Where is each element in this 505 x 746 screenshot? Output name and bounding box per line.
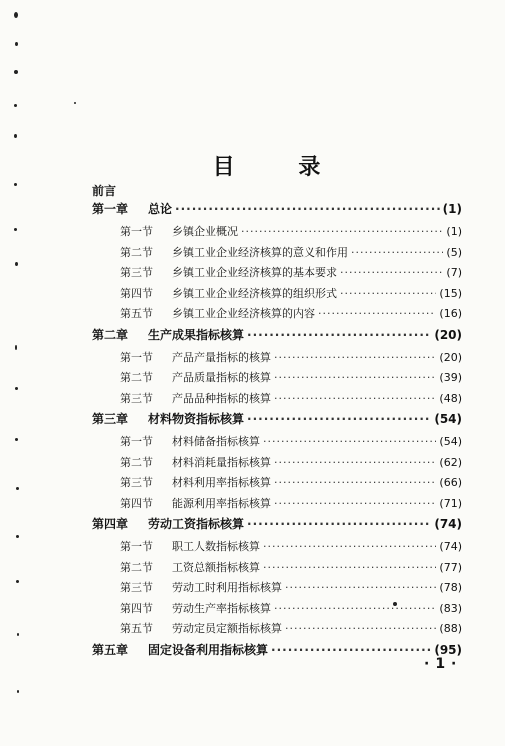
chapter-number: 第四章 bbox=[92, 517, 129, 531]
toc-section-entry bbox=[92, 349, 462, 370]
scan-speck bbox=[17, 690, 19, 693]
scan-speck bbox=[14, 228, 17, 231]
page-ref: (1) bbox=[442, 202, 462, 216]
section-number: 第五节 bbox=[120, 622, 153, 635]
toc-section-entry bbox=[92, 538, 462, 559]
page-ref: (78) bbox=[439, 581, 462, 594]
scan-speck bbox=[16, 535, 19, 538]
section-title: 乡镇工业企业经济核算的意义和作用 bbox=[172, 245, 348, 259]
dot-leader bbox=[274, 497, 436, 510]
section-number: 第二节 bbox=[120, 371, 153, 384]
page-ref: (66) bbox=[439, 476, 462, 489]
scan-speck bbox=[16, 487, 19, 490]
toc-section-entry bbox=[92, 223, 462, 244]
chapter-title: 生产成果指标核算 bbox=[148, 327, 245, 342]
section-number: 第一节 bbox=[120, 435, 153, 448]
section-number: 第二节 bbox=[120, 245, 153, 259]
dot-leader bbox=[271, 643, 431, 657]
scan-speck bbox=[15, 438, 18, 441]
page-ref: (20) bbox=[434, 327, 462, 342]
scan-speck bbox=[74, 102, 76, 104]
toc-section-entry bbox=[92, 559, 462, 580]
scan-speck bbox=[14, 134, 17, 138]
section-number: 第四节 bbox=[120, 496, 153, 510]
dot-leader bbox=[340, 287, 436, 300]
section-title: 乡镇企业概况 bbox=[172, 225, 238, 238]
chapter-title: 固定设备利用指标核算 bbox=[148, 642, 269, 657]
toc-chapter-entry bbox=[92, 326, 462, 349]
page-ref: (74) bbox=[434, 517, 462, 531]
section-number: 第四节 bbox=[120, 286, 153, 300]
page-ref: (15) bbox=[439, 286, 462, 300]
section-number: 第二节 bbox=[120, 560, 153, 574]
section-title: 乡镇工业企业经济核算的基本要求 bbox=[172, 266, 337, 279]
scan-speck bbox=[14, 104, 17, 107]
page-ref: (16) bbox=[439, 307, 462, 320]
dot-leader bbox=[274, 476, 436, 489]
page-ref: (54) bbox=[439, 435, 462, 448]
page-ref: (1) bbox=[446, 225, 462, 238]
page-ref: (5) bbox=[446, 245, 462, 259]
section-title: 工资总额指标核算 bbox=[172, 560, 260, 574]
section-number: 第二节 bbox=[120, 455, 153, 469]
scan-speck bbox=[15, 345, 17, 350]
toc-section-entry bbox=[92, 244, 462, 265]
page-ref: (7) bbox=[446, 266, 462, 279]
table-of-contents bbox=[92, 200, 462, 664]
page-ref: (88) bbox=[439, 622, 462, 635]
section-number: 第三节 bbox=[120, 391, 153, 405]
section-number: 第一节 bbox=[120, 350, 153, 364]
dot-leader bbox=[247, 517, 431, 531]
dot-leader bbox=[175, 202, 440, 216]
section-title: 劳动工时利用指标核算 bbox=[172, 581, 282, 594]
dot-leader bbox=[274, 351, 436, 364]
toc-section-entry bbox=[92, 495, 462, 516]
toc-section-entry bbox=[92, 285, 462, 306]
section-number: 第三节 bbox=[120, 266, 153, 279]
scan-speck bbox=[15, 262, 18, 266]
chapter-number: 第二章 bbox=[92, 327, 129, 342]
section-number: 第一节 bbox=[120, 225, 153, 238]
section-title: 乡镇工业企业经济核算的组织形式 bbox=[172, 286, 337, 300]
page-ref: (74) bbox=[439, 540, 462, 553]
section-title: 产品质量指标的核算 bbox=[172, 371, 271, 384]
toc-section-entry bbox=[92, 579, 462, 600]
section-title: 乡镇工业企业经济核算的内容 bbox=[172, 307, 315, 320]
section-title: 能源利用率指标核算 bbox=[172, 496, 271, 510]
section-number: 第四节 bbox=[120, 601, 153, 615]
section-title: 材料消耗量指标核算 bbox=[172, 455, 271, 469]
chapter-number: 第五章 bbox=[92, 642, 129, 657]
scan-speck bbox=[15, 42, 18, 46]
dot-leader bbox=[274, 371, 436, 384]
page-number: ·1· bbox=[424, 656, 463, 672]
dot-leader bbox=[274, 392, 436, 405]
section-title: 材料储备指标核算 bbox=[172, 435, 260, 448]
toc-section-entry bbox=[92, 620, 462, 641]
dot-leader bbox=[247, 328, 431, 342]
chapter-title: 总论 bbox=[148, 202, 173, 216]
dot-leader bbox=[274, 456, 436, 469]
page-ref: (95) bbox=[434, 642, 462, 657]
toc-section-entry bbox=[92, 454, 462, 475]
toc-section-entry bbox=[92, 369, 462, 390]
scan-speck bbox=[16, 580, 19, 583]
toc-section-entry bbox=[92, 264, 462, 285]
dot-leader bbox=[263, 540, 436, 553]
dot-leader bbox=[241, 225, 443, 238]
scan-speck bbox=[17, 633, 19, 636]
toc-chapter-entry bbox=[92, 515, 462, 538]
scan-speck bbox=[15, 387, 18, 390]
toc-chapter-entry bbox=[92, 641, 462, 664]
toc-chapter-entry bbox=[92, 200, 462, 223]
dot-leader bbox=[351, 246, 443, 259]
page-ref: (77) bbox=[439, 560, 462, 574]
section-title: 材料利用率指标核算 bbox=[172, 476, 271, 489]
dot-leader bbox=[340, 266, 443, 279]
page-ref: (39) bbox=[439, 371, 462, 384]
toc-section-entry bbox=[92, 433, 462, 454]
dot-leader bbox=[285, 622, 436, 635]
section-title: 产品品种指标的核算 bbox=[172, 391, 271, 405]
section-title: 劳动生产率指标核算 bbox=[172, 601, 271, 615]
toc-section-entry bbox=[92, 474, 462, 495]
toc-section-entry bbox=[92, 600, 462, 621]
chapter-number: 第三章 bbox=[92, 412, 129, 426]
section-number: 第五节 bbox=[120, 307, 153, 320]
toc-chapter-entry bbox=[92, 410, 462, 433]
page-ref: (71) bbox=[439, 496, 462, 510]
dot-leader bbox=[247, 412, 431, 426]
section-number: 第一节 bbox=[120, 540, 153, 553]
preface-heading: 前言 bbox=[92, 184, 117, 198]
toc-section-entry bbox=[92, 305, 462, 326]
chapter-title: 劳动工资指标核算 bbox=[148, 517, 245, 531]
section-title: 职工人数指标核算 bbox=[172, 540, 260, 553]
page-ref: (48) bbox=[439, 391, 462, 405]
scan-speck bbox=[14, 12, 18, 18]
section-number: 第三节 bbox=[120, 476, 153, 489]
page-ref: (20) bbox=[439, 350, 462, 364]
dot-leader bbox=[274, 602, 436, 615]
dot-leader bbox=[285, 581, 436, 594]
dot-leader bbox=[263, 561, 436, 574]
page-ref: (54) bbox=[434, 412, 462, 426]
scan-speck bbox=[14, 70, 18, 74]
dot-leader bbox=[318, 307, 436, 320]
section-number: 第三节 bbox=[120, 581, 153, 594]
page-ref: (83) bbox=[439, 601, 462, 615]
page-ref: (62) bbox=[439, 455, 462, 469]
section-title: 劳动定员定额指标核算 bbox=[172, 622, 282, 635]
chapter-number: 第一章 bbox=[92, 202, 129, 216]
toc-section-entry bbox=[92, 390, 462, 411]
chapter-title: 材料物资指标核算 bbox=[148, 412, 245, 426]
section-title: 产品产量指标的核算 bbox=[172, 350, 271, 364]
scan-speck bbox=[14, 183, 17, 186]
page-title: 目 录 bbox=[212, 155, 349, 180]
dot-leader bbox=[263, 435, 436, 448]
